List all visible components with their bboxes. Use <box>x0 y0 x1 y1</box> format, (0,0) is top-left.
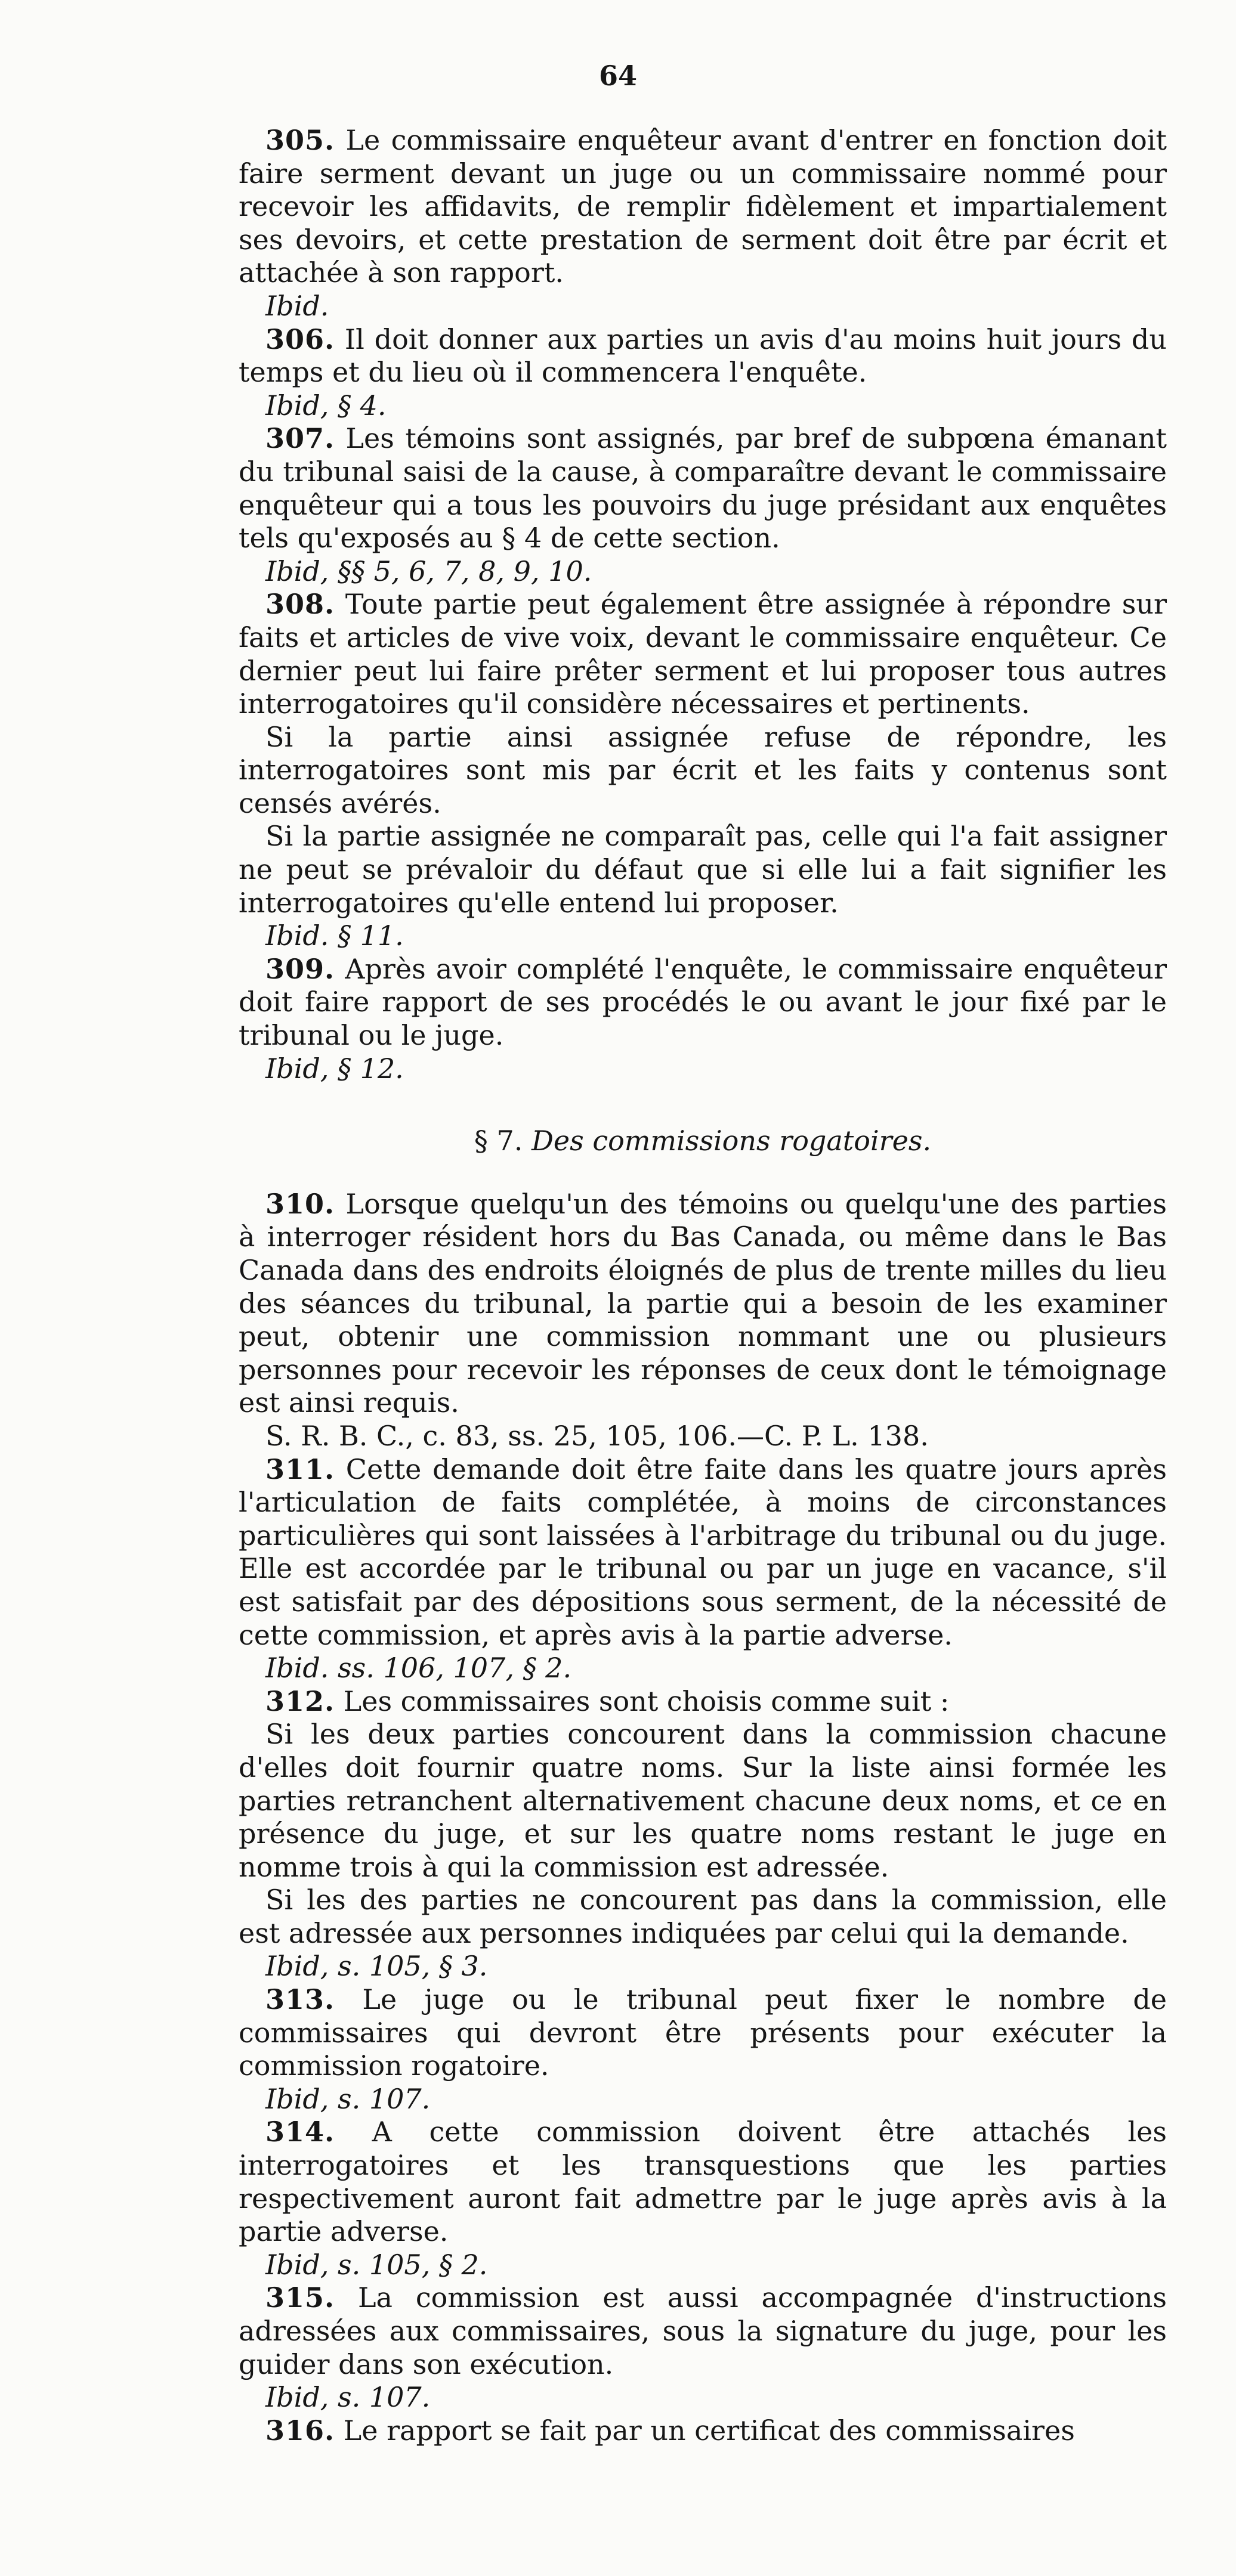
article-316 <box>239 2414 1167 2448</box>
reference-308: Ibid. § 11. <box>265 919 404 952</box>
article-text: Toute partie peut également être assignée à répondre sur faits et articles de vive voix, devant le commissaire enquêteur. Ce dernier peut lui faire prêter serment et lui proposer tous autres interrogatoires qu'il considère nécessaires et pertinents. <box>239 588 1167 720</box>
article-314 <box>239 2116 1167 2248</box>
article-text: Lorsque quelqu'un des témoins ou quelqu'une des parties à interroger résident hors du Bas Canada, ou même dans le Bas Canada dans des endroits éloignés de plus de trente milles du lieu des séances du tribunal, la partie qui a besoin de les examiner peut, obtenir une commission nommant une ou plusieurs personnes pour recevoir les réponses de ceux dont le témoignage est ainsi requis. <box>239 1187 1167 1419</box>
section-number: § 7. <box>474 1125 523 1157</box>
paragraph: Si les deux parties concourent dans la commission chacune d'elles doit fournir quatre noms. Sur la liste ainsi formée les parties retranchent alternativement chacune deux noms, et ce en présence du juge, et sur les quatre noms restant le juge en nomme trois à qui la commission est adressée. <box>239 1718 1167 1883</box>
article-text: Les commissaires sont choisis comme suit : <box>343 1685 950 1717</box>
section-title: Des commissions rogatoires. <box>532 1125 932 1157</box>
article-312 <box>239 1685 1167 1719</box>
reference-306: Ibid, § 4. <box>265 389 387 422</box>
paragraph: Si la partie ainsi assignée refuse de répondre, les interrogatoires sont mis par écrit et les faits y contenus sont censés avérés. <box>239 720 1167 819</box>
citation-310: S. R. B. C., c. 83, ss. 25, 105, 106.—C. P. L. 138. <box>265 1419 929 1452</box>
section-heading <box>239 1125 1167 1158</box>
article-number: 308. <box>265 588 335 621</box>
article-number: 310. <box>265 1187 335 1220</box>
article-306 <box>239 323 1167 389</box>
article-number: 306. <box>265 323 335 355</box>
article-text: Le juge ou le tribunal peut fixer le nombre de commissaires qui devront être présents pour exécuter la commission rogatoire. <box>239 1983 1167 2082</box>
reference-313: Ibid, s. 107. <box>265 2082 431 2115</box>
article-text: Le rapport se fait par un certificat des commissaires <box>343 2414 1075 2447</box>
paragraph: Si les des parties ne concourent pas dans la commission, elle est adressée aux personnes indiquées par celui qui la demande. <box>239 1884 1167 1949</box>
article-305 <box>239 124 1167 290</box>
article-308 <box>239 588 1167 720</box>
reference-307: Ibid, §§ 5, 6, 7, 8, 9, 10. <box>265 555 592 587</box>
article-311 <box>239 1453 1167 1652</box>
article-text: Les témoins sont assignés, par bref de subpœna émanant du tribunal saisi de la cause, à comparaître devant le commissaire enquêteur qui a tous les pouvoirs du juge présidant aux enquêtes tels qu'exposés au § 4 de cette section. <box>239 422 1167 555</box>
article-309 <box>239 953 1167 1052</box>
body-text <box>239 124 1167 2447</box>
article-text: Après avoir complété l'enquête, le commissaire enquêteur doit faire rapport de ses procédés le ou avant le jour fixé par le tribunal ou le juge. <box>239 952 1167 1052</box>
article-number: 309. <box>265 952 335 985</box>
article-number: 311. <box>265 1453 335 1485</box>
article-text: Le commissaire enquêteur avant d'entrer en fonction doit faire serment devant un juge ou un commissaire nommé pour recevoir les affidavits, de remplir fidèlement et impartialement ses devoirs, et cette prestation de serment doit être par écrit et attachée à son rapport. <box>239 124 1167 289</box>
reference-315: Ibid, s. 107. <box>265 2381 431 2414</box>
article-310 <box>239 1188 1167 1420</box>
reference-312: Ibid, s. 105, § 3. <box>265 1950 488 1983</box>
page-number: 64 <box>598 60 637 92</box>
article-number: 315. <box>265 2281 335 2314</box>
article-313 <box>239 1983 1167 2083</box>
article-315 <box>239 2281 1167 2381</box>
article-number: 305. <box>265 124 335 156</box>
article-text: Il doit donner aux parties un avis d'au moins huit jours du temps et du lieu où il commencera l'enquête. <box>239 323 1167 389</box>
article-number: 316. <box>265 2414 335 2447</box>
reference-305: Ibid. <box>265 289 329 322</box>
article-text: Cette demande doit être faite dans les quatre jours après l'articulation de faits complétée, à moins de circonstances particulières qui sont laissées à l'arbitrage du tribunal ou du juge. Elle est accordée par le tribunal ou par un juge en vacance, s'il est satisfait par des dépositions sous serment, de la nécessité de cette commission, et après avis à la partie adverse. <box>239 1453 1167 1651</box>
article-number: 307. <box>265 422 335 455</box>
article-number: 312. <box>265 1685 335 1717</box>
reference-311: Ibid. ss. 106, 107, § 2. <box>265 1652 572 1685</box>
reference-309: Ibid, § 12. <box>265 1052 404 1085</box>
article-text: A cette commission doivent être attachés les interrogatoires et les transquestions que les parties respectivement auront fait admettre par le juge après avis à la partie adverse. <box>239 2116 1167 2248</box>
reference-314: Ibid, s. 105, § 2. <box>265 2248 488 2281</box>
article-307 <box>239 422 1167 555</box>
article-number: 313. <box>265 1983 335 2016</box>
paragraph: Si la partie assignée ne comparaît pas, celle qui l'a fait assigner ne peut se prévaloir du défaut que si elle lui a fait signifier les interrogatoires qu'elle entend lui proposer. <box>239 820 1167 919</box>
article-text: La commission est aussi accompagnée d'instructions adressées aux commissaires, sous la signature du juge, pour les guider dans son exécution. <box>239 2281 1167 2380</box>
article-number: 314. <box>265 2116 335 2148</box>
